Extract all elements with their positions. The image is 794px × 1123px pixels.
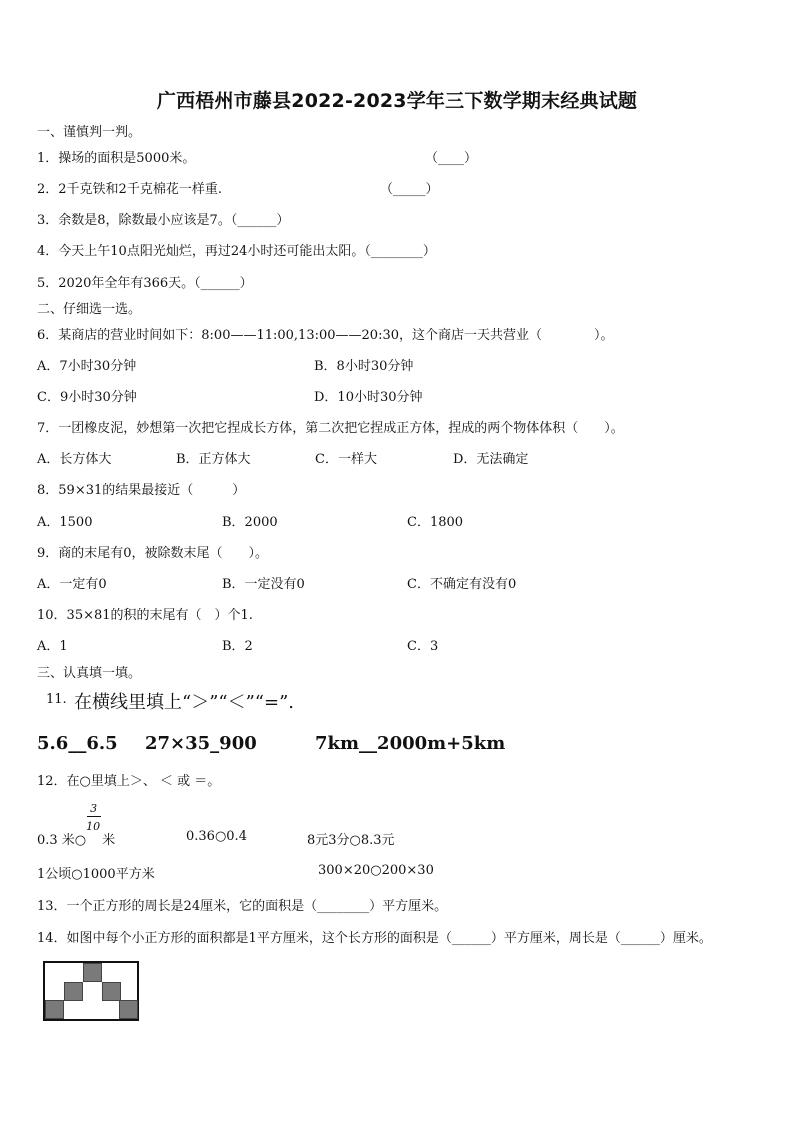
- question-7-option-c[interactable]: C．一样大: [315, 452, 377, 467]
- page-title: 广西梧州市藤县2022-2023学年三下数学期末经典试题: [156, 90, 638, 112]
- question-3: 3．余数是8，除数最小应该是7。（______）: [37, 213, 290, 228]
- question-10-option-b[interactable]: B．2: [222, 639, 253, 654]
- question-10-option-a[interactable]: A．1: [37, 639, 68, 654]
- grid-square: [45, 1000, 64, 1019]
- question-14: 14．如图中每个小正方形的面积都是1平方厘米，这个长方形的面积是（______）平方厘米，周长是（______）厘米。: [37, 931, 712, 946]
- question-2-answer-blank[interactable]: （_____）: [380, 182, 439, 197]
- question-10: 10．35×81的积的末尾有（ ）个1.: [37, 608, 253, 623]
- question-12-item-1-prefix: 0.3 米○: [37, 833, 87, 848]
- question-11-item-1: 5.6__6.5: [37, 733, 118, 754]
- question-6-option-c[interactable]: C．9小时30分钟: [37, 390, 137, 405]
- grid-square: [83, 963, 102, 982]
- question-9-option-b[interactable]: B．一定没有0: [222, 577, 305, 592]
- question-9-option-c[interactable]: C．不确定有没有0: [407, 577, 517, 592]
- question-6-option-b[interactable]: B．8小时30分钟: [314, 359, 414, 374]
- question-12-item-4: 1公顷○1000平方米: [37, 867, 155, 882]
- question-6-option-d[interactable]: D．10小时30分钟: [314, 390, 423, 405]
- rectangle-grid-figure: [43, 961, 139, 1021]
- question-9-option-a[interactable]: A．一定有0: [37, 577, 107, 592]
- fraction-denominator: 10: [86, 820, 101, 833]
- question-12-item-2: 0.36○0.4: [186, 829, 247, 844]
- question-13: 13．一个正方形的周长是24厘米，它的面积是（________）平方厘米。: [37, 899, 448, 914]
- question-5: 5．2020年全年有366天。（______）: [37, 276, 253, 291]
- question-8-option-a[interactable]: A．1500: [37, 515, 93, 530]
- question-12: 12．在○里填上＞、 ＜ 或 ＝。: [37, 774, 221, 789]
- fraction-bar: [87, 816, 101, 817]
- question-6: 6．某商店的营业时间如下：8:00——11:00,13:00——20:30，这个商店一天共营业（ ）。: [37, 328, 614, 343]
- question-11-item-3: 7km__2000m+5km: [315, 733, 506, 754]
- question-7-option-b[interactable]: B．正方体大: [176, 452, 251, 467]
- section-2-heading: 二、仔细选一选。: [37, 302, 142, 317]
- question-7: 7．一团橡皮泥，妙想第一次把它捏成长方体，第二次把它捏成正方体，捏成的两个物体体积（ ）。: [37, 421, 624, 436]
- question-8: 8．59×31的结果最接近（ ）: [37, 483, 246, 498]
- question-7-option-d[interactable]: D．无法确定: [453, 452, 529, 467]
- question-11-number: 11.: [46, 692, 67, 707]
- question-12-item-1-suffix: 米: [102, 833, 116, 848]
- question-10-option-c[interactable]: C．3: [407, 639, 439, 654]
- question-8-option-b[interactable]: B．2000: [222, 515, 278, 530]
- question-8-option-c[interactable]: C．1800: [407, 515, 464, 530]
- question-11: 在横线里填上“＞”“＜”“=”.: [74, 692, 295, 713]
- question-12-item-1: [37, 802, 116, 848]
- question-12-item-5: 300×20○200×30: [318, 863, 434, 878]
- question-1: 1．操场的面积是5000米。: [37, 151, 196, 166]
- question-4: 4．今天上午10点阳光灿烂，再过24小时还可能出太阳。（________）: [37, 244, 436, 259]
- question-9: 9．商的末尾有0，被除数末尾（ ）。: [37, 546, 269, 561]
- grid-square: [64, 982, 83, 1001]
- section-1-heading: 一、谨慎判一判。: [37, 125, 142, 140]
- grid-square: [102, 982, 121, 1001]
- question-2: 2．2千克铁和2千克棉花一样重.: [37, 182, 222, 197]
- fraction-numerator: 3: [90, 802, 98, 815]
- section-3-heading: 三、认真填一填。: [37, 666, 142, 681]
- question-7-option-a[interactable]: A．长方体大: [37, 452, 112, 467]
- fraction-three-tenths: [86, 802, 102, 844]
- question-11-item-2: 27×35_900: [145, 733, 257, 754]
- question-6-option-a[interactable]: A．7小时30分钟: [37, 359, 137, 374]
- question-12-item-3: 8元3分○8.3元: [307, 833, 395, 848]
- grid-square: [119, 1000, 138, 1019]
- question-1-answer-blank[interactable]: （____）: [425, 151, 478, 166]
